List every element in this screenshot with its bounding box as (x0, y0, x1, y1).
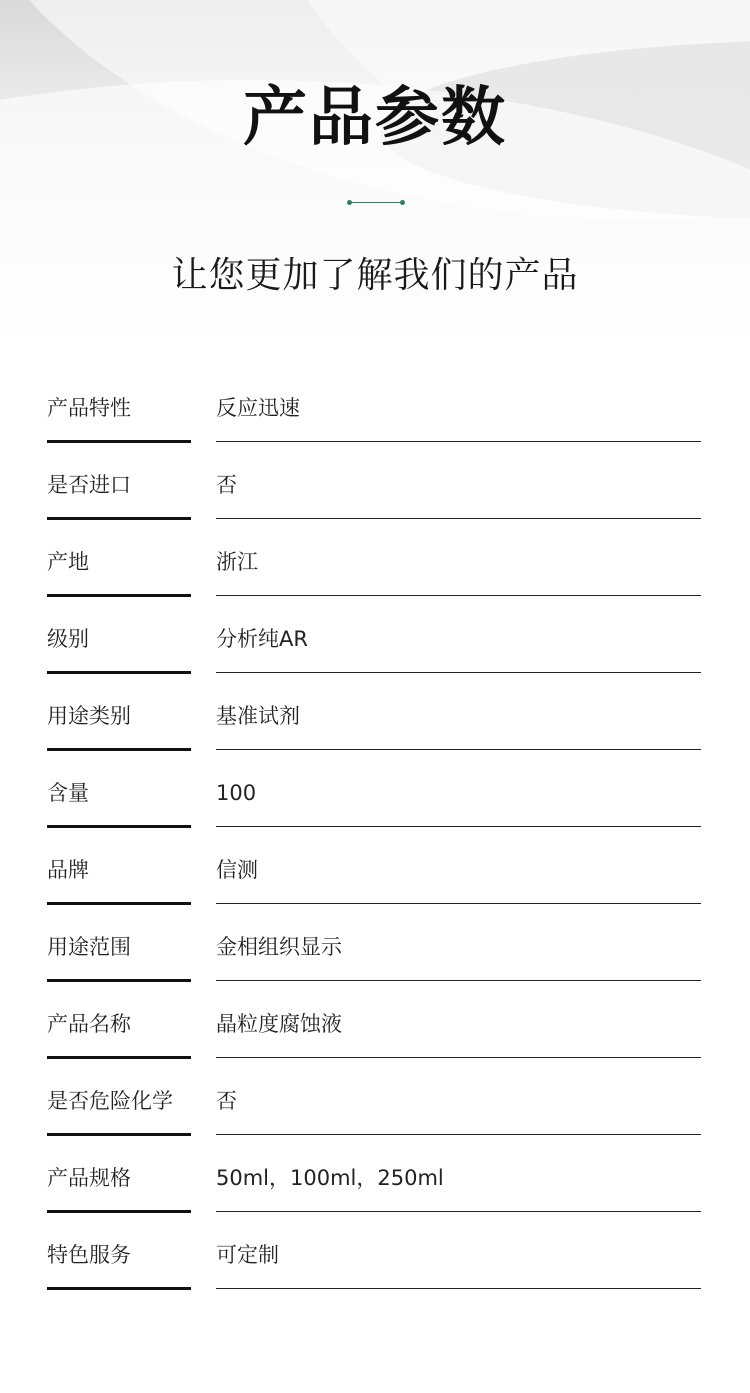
spec-value: 反应迅速 (216, 396, 300, 420)
value-underline (216, 903, 701, 904)
spec-label: 是否危险化学 (47, 1089, 173, 1113)
spec-value: 100 (216, 781, 257, 805)
spec-row (0, 443, 750, 520)
spec-label: 用途范围 (47, 935, 131, 959)
spec-value: 否 (216, 473, 237, 497)
spec-row (0, 905, 750, 982)
spec-label: 用途类别 (47, 704, 131, 728)
value-underline (216, 980, 701, 981)
spec-label: 级别 (47, 627, 89, 651)
spec-label: 是否进口 (47, 473, 131, 497)
spec-row (0, 674, 750, 751)
spec-label: 产品名称 (47, 1012, 131, 1036)
divider-dot (400, 200, 405, 205)
spec-value: 浙江 (216, 550, 258, 574)
spec-row (0, 1136, 750, 1213)
spec-row (0, 366, 750, 443)
divider-dot (347, 200, 352, 205)
header-background (0, 0, 750, 360)
value-underline (216, 1134, 701, 1135)
value-underline (216, 441, 701, 442)
spec-row (0, 597, 750, 674)
spec-row (0, 1213, 750, 1290)
value-underline (216, 1211, 701, 1212)
spec-row (0, 520, 750, 597)
spec-label: 品牌 (47, 858, 89, 882)
spec-label: 产品特性 (47, 396, 131, 420)
spec-row (0, 828, 750, 905)
spec-value: 可定制 (216, 1243, 279, 1267)
spec-value: 基准试剂 (216, 704, 300, 728)
spec-table (0, 366, 750, 1290)
value-underline (216, 749, 701, 750)
page-subtitle: 让您更加了解我们的产品 (171, 255, 579, 296)
spec-label: 产地 (47, 550, 89, 574)
spec-label: 特色服务 (47, 1243, 131, 1267)
value-underline (216, 518, 701, 519)
spec-row (0, 982, 750, 1059)
spec-value: 否 (216, 1089, 237, 1113)
title-divider (349, 202, 403, 203)
spec-row (0, 1059, 750, 1136)
label-underline (47, 1287, 191, 1290)
spec-row (0, 751, 750, 828)
value-underline (216, 595, 701, 596)
value-underline (216, 826, 701, 827)
page-title: 产品参数 (243, 81, 507, 155)
value-underline (216, 1288, 701, 1289)
spec-value: 金相组织显示 (216, 935, 342, 959)
spec-value: 信测 (216, 858, 258, 882)
spec-value: 50ml，100ml，250ml (216, 1166, 444, 1190)
spec-label: 产品规格 (47, 1166, 131, 1190)
spec-label: 含量 (47, 781, 89, 805)
spec-value: 分析纯AR (216, 627, 308, 651)
spec-value: 晶粒度腐蚀液 (216, 1012, 342, 1036)
value-underline (216, 1057, 701, 1058)
value-underline (216, 672, 701, 673)
